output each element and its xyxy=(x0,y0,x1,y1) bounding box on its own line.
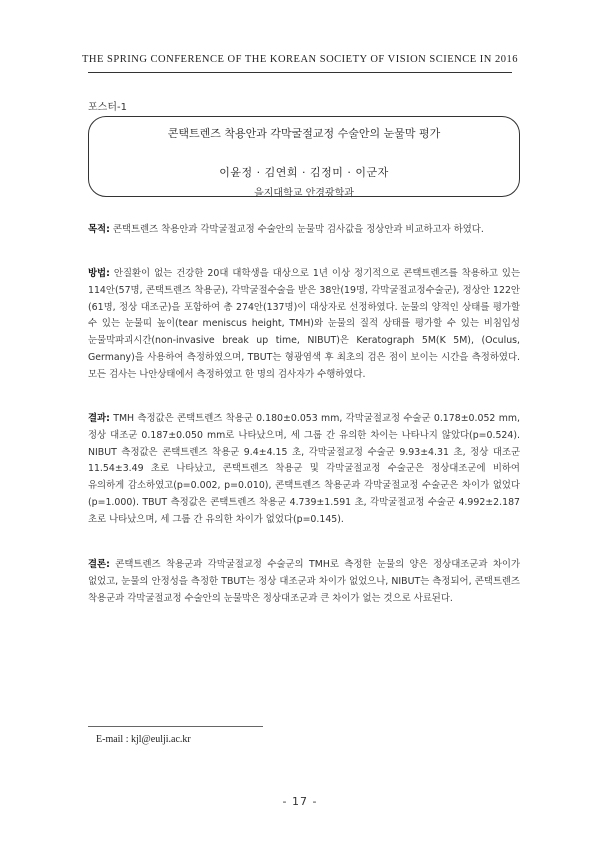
section-method xyxy=(88,266,520,384)
section-purpose xyxy=(88,222,520,239)
footnote-divider xyxy=(88,726,263,727)
section-results xyxy=(88,411,520,529)
poster-label: 포스터-1 xyxy=(88,102,127,113)
contact-email: E-mail : kjl@eulji.ac.kr xyxy=(96,734,191,745)
section-body: 콘택트렌즈 착용군과 각막굴절교정 수술군의 TMH로 측정한 눈물의 양은 정상대조군과 차이가 없었고, 눈물의 안정성을 측정한 TBUT는 정상 대조군과 차이가 없었으나, NIBUT는 측정되어, 콘택트렌즈 착용군과 각막굴절교정 수술안의 눈물막은 정상대조군과 큰 차이가 없는 것으로 사료된다. xyxy=(88,559,520,604)
author-list: 이윤정 · 김연희 · 김정미 · 이군자 xyxy=(219,166,389,179)
section-body: 안질환이 없는 건강한 20대 대학생을 대상으로 1년 이상 정기적으로 콘택트렌즈를 착용하고 있는 114안(57명, 콘택트렌즈 착용군), 각막굴절수술을 받은 38안(19명, 각막굴절교정수술군), 정상안 122안(61명, 정상 대조군)을 포함하여 총 274안(137명)이 대상자로 선정하였다. 눈물의 양적인 상태를 평가할 수 있는 눈물띠 높이(tear meniscus height, TMH)와 눈물의 질적 상태를 평가할 수 있는 비침입성 눈물막파괴시간(non-invasive break up time, NIBUT)은 Keratograph 5M(K 5M), (Oculus, Germany)을 사용하여 측정하였으며, TBUT는 형광염색 후 최초의 검은 점이 보이는 시간을 측정하였다. 모든 검사는 나안상태에서 측정하였고 한 명의 검사자가 수행하였다. xyxy=(88,268,520,380)
section-heading: 방법: xyxy=(88,268,110,279)
title-box xyxy=(88,116,520,197)
section-heading: 목적: xyxy=(88,224,110,235)
section-heading: 결과: xyxy=(88,413,110,424)
section-conclusion xyxy=(88,557,520,607)
page-number: - 17 - xyxy=(282,795,318,808)
section-heading: 결론: xyxy=(88,559,110,570)
affiliation: 을지대학교 안경광학과 xyxy=(254,188,354,199)
header-divider xyxy=(88,72,512,73)
paper-title: 콘택트렌즈 착용안과 각막굴절교정 수술안의 눈물막 평가 xyxy=(167,127,441,140)
section-body: 콘택트렌즈 착용안과 각막굴절교정 수술안의 눈물막 검사값을 정상안과 비교하고자 하였다. xyxy=(109,224,484,235)
section-body: TMH 측정값은 콘택트렌즈 착용군 0.180±0.053 mm, 각막굴절교정 수술군 0.178±0.052 mm, 정상 대조군 0.187±0.050 mm로 나타났으며, 세 그룹 간 유의한 차이는 나타나지 않았다(p=0.524). NIBUT 측정값은 콘택트렌즈 착용군 9.4±4.15 초, 각막굴절교정 수술군 9.93±4.31 초, 정상 대조군 11.54±3.49 초로 나타났고, 콘택트렌즈 착용군 및 각막굴절교정 수술군은 정상대조군에 비하여 유의하게 감소하였고(p=0.002, p=0.010), 콘택트렌즈 착용군과 각막굴절교정 수술군은 차이가 없었다(p=1.000). TBUT 측정값은 콘택트렌즈 착용군 4.739±1.591 초, 각막굴절교정 수술군 4.992±2.187 초로 나타났으며, 세 그룹 간 유의한 차이가 없었다(p=0.145). xyxy=(88,413,520,525)
conference-header: THE SPRING CONFERENCE OF THE KOREAN SOCIETY OF VISION SCIENCE IN 2016 xyxy=(82,54,518,65)
